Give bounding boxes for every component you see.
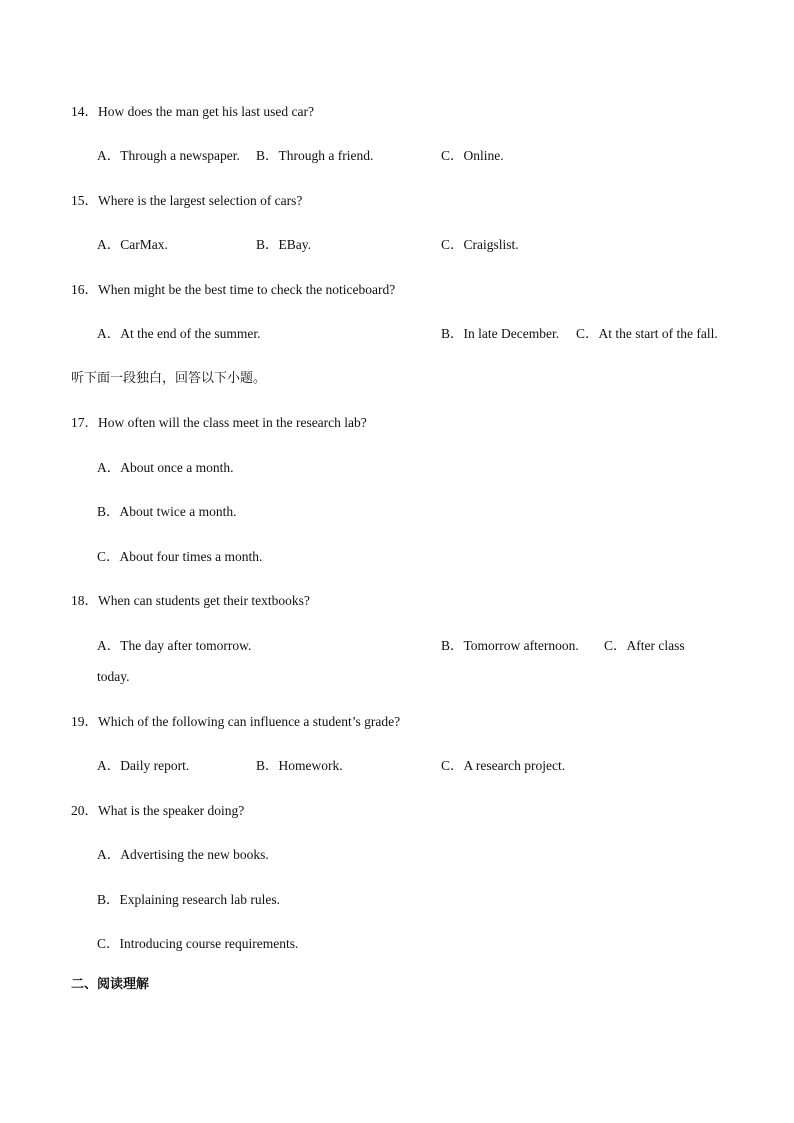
option-b: B．Explaining research lab rules. <box>97 892 280 907</box>
question-number: 19． <box>71 714 98 729</box>
question-text: What is the speaker doing? <box>98 803 245 818</box>
option-b: B．About twice a month. <box>97 504 237 519</box>
question-text: When might be the best time to check the noticeboard? <box>98 282 396 297</box>
option-c: C．After class <box>604 638 685 653</box>
option-c: C．A research project. <box>441 758 566 773</box>
option-a: A．CarMax. <box>97 237 168 252</box>
question-text: Where is the largest selection of cars? <box>98 193 303 208</box>
monologue-instruction: 听下面一段独白，回答以下小题。 <box>71 371 267 386</box>
question-16 <box>71 282 395 298</box>
option-c: C．At the start of the fall. <box>576 326 718 341</box>
option-a: A．About once a month. <box>97 460 234 475</box>
question-14 <box>71 104 314 120</box>
option-b: B．EBay. <box>256 237 311 252</box>
option-c: C．Craigslist. <box>441 237 519 252</box>
option-c-continued: today. <box>97 669 130 684</box>
question-number: 17． <box>71 415 98 430</box>
option-c: C．Online. <box>441 148 504 163</box>
question-number: 15． <box>71 193 98 208</box>
option-a: A．The day after tomorrow. <box>97 638 252 653</box>
option-c: C．About four times a month. <box>97 549 263 564</box>
option-b: B．Homework. <box>256 758 343 773</box>
question-18 <box>71 593 310 609</box>
question-19 <box>71 714 400 730</box>
option-b: B．Tomorrow afternoon. <box>441 638 579 653</box>
option-a: A．Through a newspaper. <box>97 148 240 163</box>
option-a: A．At the end of the summer. <box>97 326 261 341</box>
question-number: 16． <box>71 282 98 297</box>
option-a: A．Advertising the new books. <box>97 847 269 862</box>
question-text: How often will the class meet in the research lab? <box>98 415 367 430</box>
question-20 <box>71 803 244 819</box>
question-text: Which of the following can influence a student’s grade? <box>98 714 401 729</box>
question-number: 14． <box>71 104 98 119</box>
question-number: 18． <box>71 593 98 608</box>
option-a: A．Daily report. <box>97 758 190 773</box>
option-c: C．Introducing course requirements. <box>97 936 299 951</box>
question-number: 20． <box>71 803 98 818</box>
question-17 <box>71 415 367 431</box>
question-15 <box>71 193 302 209</box>
option-b: B．Through a friend. <box>256 148 374 163</box>
question-text: How does the man get his last used car? <box>98 104 314 119</box>
question-text: When can students get their textbooks? <box>98 593 310 608</box>
option-b: B．In late December. <box>441 326 560 341</box>
section-heading: 二、阅读理解 <box>71 977 150 992</box>
